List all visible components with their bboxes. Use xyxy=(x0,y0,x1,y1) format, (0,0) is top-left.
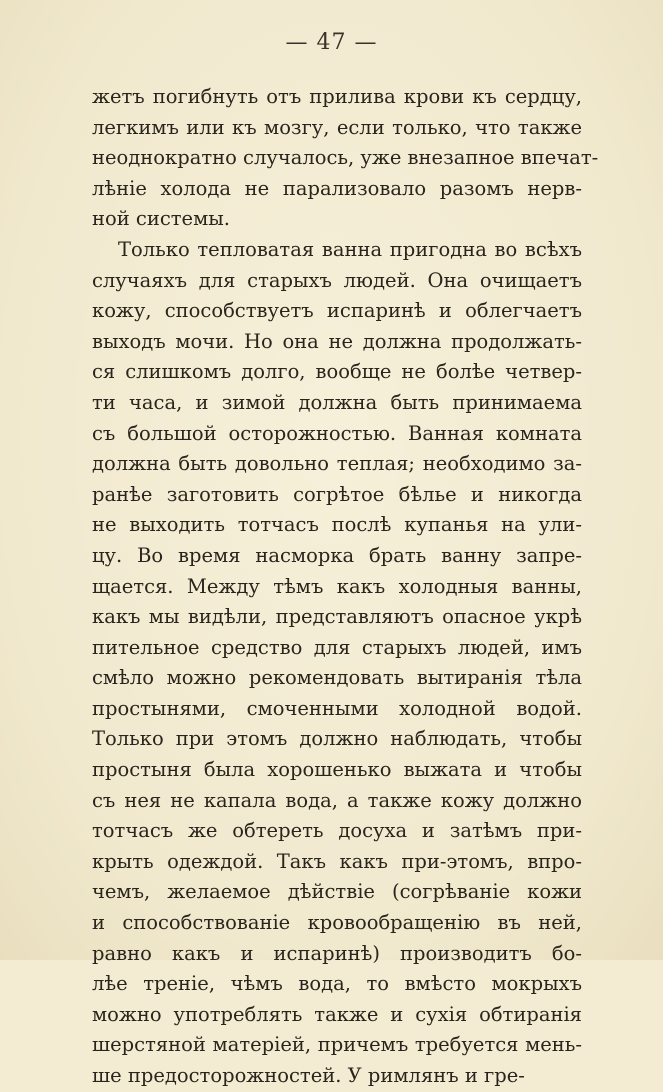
text-line: ранѣе заготовить согрѣтое бѣлье и никогда xyxy=(92,482,582,506)
text-line: шерстяной матеріей, причемъ требуется мень- xyxy=(92,1033,582,1057)
text-line: и способствованіе кровообращенію въ ней, xyxy=(92,911,582,935)
paragraph xyxy=(92,235,582,1092)
text-line: смѣло можно рекомендовать вытиранія тѣла xyxy=(92,666,582,690)
text-line: чемъ, желаемое дѣйствіе (согрѣваніе кожи xyxy=(92,880,582,904)
text-line: какъ мы видѣли, представляютъ опасное укрѣ xyxy=(92,605,582,629)
text-line: съ большой осторожностью. Ванная комната xyxy=(92,421,582,445)
text-line: ти часа, и зимой должна быть принимаема xyxy=(92,390,582,414)
text-line: выходъ мочи. Но она не должна продолжать- xyxy=(92,329,582,353)
text-line: простынями, смоченными холодной водой. xyxy=(92,696,582,720)
text-line: не выходить тотчасъ послѣ купанья на ули- xyxy=(92,513,582,537)
text-line: ше предосторожностей. У римлянъ и гре- xyxy=(92,1064,525,1087)
page-number: — 47 — xyxy=(285,30,378,55)
text-line: равно какъ и испаринѣ) производитъ бо- xyxy=(92,941,582,965)
text-line: пительное средство для старыхъ людей, имъ xyxy=(92,635,582,659)
text-line: лѣніе холода не парализовало разомъ нерв- xyxy=(92,176,582,200)
text-line: крыть одеждой. Такъ какъ при-этомъ, впро- xyxy=(92,849,582,873)
text-line: Только при этомъ должно наблюдать, чтобы xyxy=(92,727,582,751)
text-line: жетъ погибнуть отъ прилива крови къ сердцу, xyxy=(92,85,582,108)
text-line: кожу, способствуетъ испаринѣ и облегчаетъ xyxy=(92,299,582,323)
text-line: щается. Между тѣмъ какъ холодныя ванны, xyxy=(92,574,582,598)
text-line: съ нея не капала вода, а также кожу должно xyxy=(92,788,582,812)
text-line: можно употреблять также и сухія обтиранія xyxy=(92,1002,582,1026)
text-line: должна быть довольно теплая; необходимо за- xyxy=(92,452,582,476)
text-line: тотчасъ же обтереть досуха и затѣмъ при- xyxy=(92,819,582,843)
text-line: простыня была хорошенько выжата и чтобы xyxy=(92,758,582,782)
body-text xyxy=(92,82,599,1092)
text-line: легкимъ или къ мозгу, если только, что также xyxy=(92,115,582,139)
text-line: цу. Во время насморка брать ванну запре- xyxy=(92,543,582,567)
text-line: лѣе треніе, чѣмъ вода, то вмѣсто мокрыхъ xyxy=(92,972,582,996)
text-line: неоднократно случалось, уже внезапное впечат- xyxy=(92,146,599,170)
paragraph xyxy=(92,82,599,235)
text-line: случаяхъ для старыхъ людей. Она очищаетъ xyxy=(92,268,582,292)
text-line: Только тепловатая ванна пригодна во всѣхъ xyxy=(118,237,582,261)
text-line: ся слишкомъ долго, вообще не болѣе четвер- xyxy=(92,360,582,384)
text-line: ной системы. xyxy=(92,207,230,231)
